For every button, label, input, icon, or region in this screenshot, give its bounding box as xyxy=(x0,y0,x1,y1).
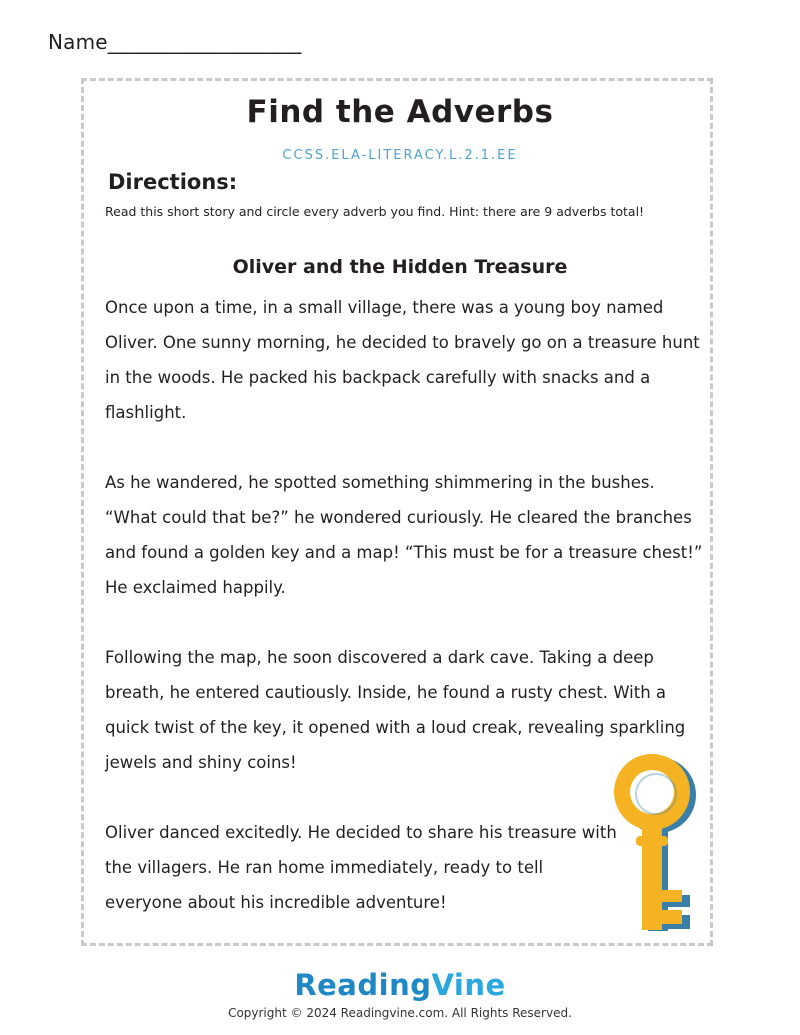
standard-code: CCSS.ELA-LITERACY.L.2.1.EE xyxy=(282,148,518,163)
story-paragraph-4: Oliver danced excitedly. He decided to share his treasure with the villagers. He ran home immediately, ready to tell everyone about his incredible adventure! xyxy=(105,823,617,912)
story-title: Oliver and the Hidden Treasure xyxy=(232,256,568,278)
story-paragraph-1: Once upon a time, in a small village, there was a young boy named Oliver. One sunny morning, he decided to bravely go on a treasure hunt in the woods. He packed his backpack carefully with snacks and a flashlight. xyxy=(105,298,700,422)
worksheet-title: Find the Adverbs xyxy=(246,94,554,130)
directions-text: Read this short story and circle every adverb you find. Hint: there are 9 adverbs total! xyxy=(105,204,645,219)
name-field-line: Name___________________ xyxy=(48,30,302,54)
readingvine-logo xyxy=(0,968,800,1002)
copyright-notice: Copyright © 2024 Readingvine.com. All Rights Reserved. xyxy=(228,1006,572,1020)
story-paragraph-2: As he wandered, he spotted something shimmering in the bushes. “What could that be?” he wondered curiously. He cleared the branches and found a golden key and a map! “This must be for a treasure chest!” He exclaimed happily. xyxy=(105,473,703,597)
directions-label: Directions: xyxy=(108,170,238,194)
logo-text-reading: Reading xyxy=(294,968,432,1002)
logo-text-vine: Vine xyxy=(431,968,506,1002)
story-paragraph-3: Following the map, he soon discovered a dark cave. Taking a deep breath, he entered cautiously. Inside, he found a rusty chest. With a quick twist of the key, it opened with a loud creak, revealing sparkling jewels and shiny coins! xyxy=(105,648,686,772)
golden-key-icon xyxy=(612,752,702,942)
